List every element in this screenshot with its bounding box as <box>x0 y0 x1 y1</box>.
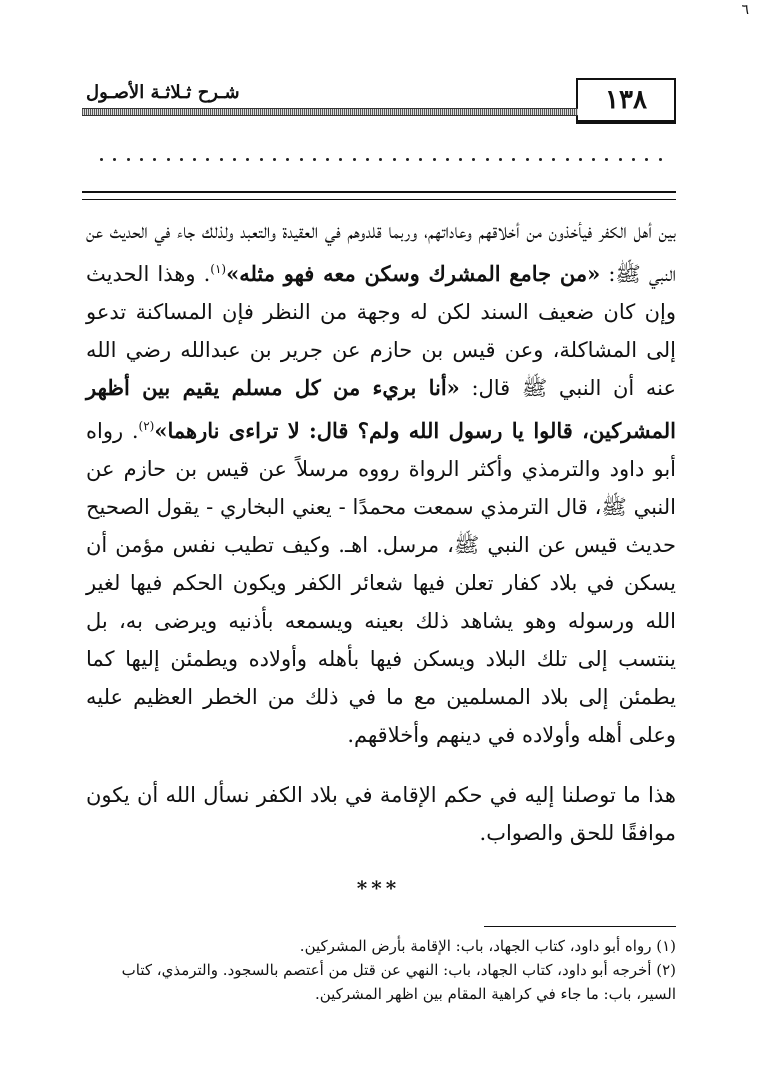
dot <box>313 158 316 161</box>
dot <box>233 158 236 161</box>
dot <box>300 158 303 161</box>
dot <box>273 158 276 161</box>
dot <box>446 158 449 161</box>
footnote-1: (١) رواه أبو داود، كتاب الجهاد، باب: الإقامة بأرض المشركين. <box>299 937 676 955</box>
paragraph-1 <box>86 212 676 754</box>
dot <box>632 158 635 161</box>
dot <box>246 158 249 161</box>
dot <box>206 158 209 161</box>
footnotes <box>86 934 676 1006</box>
main-text <box>86 212 676 852</box>
dot <box>393 158 396 161</box>
dot <box>406 158 409 161</box>
dot <box>100 158 103 161</box>
text-run: . رواه أبو داود والترمذي وأكثر الرواة رووه مرسلاً عن قيس بن حازم عن النبي ﷺ، قال الترمذي سمعت محمدًا - يعني البخاري - يقول الصحيح حديث قيس عن النبي ﷺ، مرسل. اهـ. وكيف تطيب نفس مؤمن أن يسكن في بلاد كفار تعلن فيها شعائر الكفر ويكون الحكم فيها لغير الله ورسوله وهو يشاهد ذلك بعينه ويسمعه بأذنيه ويرضى به، بل ينتسب إلى تلك البلاد ويسكن فيها بأهله وأولاده ويطمئن إليها كما يطمئن إلى بلاد المسلمين مع ما في ذلك من الخطر العظيم عليه وعلى أهله وأولاده في دينهم وأخلاقهم. <box>86 419 676 747</box>
dot <box>512 158 515 161</box>
text-run: بين أهل الكفر فيأخذون من أخلاقهم وعاداتهم، وربما قلدوهم في العقيدة والتعبد ولذلك جاء في الحديث عن النبي ﷺ: <box>86 219 676 286</box>
corner-mark: ٦ <box>741 2 749 18</box>
text-run: . وهذا الحديث وإن كان ضعيف السند لكن له وجهة من النظر فإن المساكنة تدعو إلى المشاكلة، وعن قيس بن حازم عن جرير بن عبدالله رضي الله عنه أن النبي ﷺ قال: <box>86 262 676 400</box>
dot <box>486 158 489 161</box>
dotted-separator <box>100 150 670 170</box>
dot <box>566 158 569 161</box>
dot <box>167 158 170 161</box>
footnote-rule <box>484 926 676 927</box>
dot <box>419 158 422 161</box>
dot <box>140 158 143 161</box>
dot <box>659 158 662 161</box>
dot <box>433 158 436 161</box>
dot <box>472 158 475 161</box>
dot <box>592 158 595 161</box>
footnote-2: (٢) أخرجه أبو داود، كتاب الجهاد، باب: النهي عن قتل من أعتصم بالسجود. والترمذي، كتاب السير، باب: ما جاء في كراهية المقام بين اظهر المشركين. <box>121 961 676 1003</box>
dot <box>180 158 183 161</box>
dot <box>339 158 342 161</box>
dot <box>286 158 289 161</box>
dot <box>353 158 356 161</box>
dot <box>193 158 196 161</box>
dot <box>552 158 555 161</box>
dot <box>220 158 223 161</box>
double-rule <box>82 191 676 200</box>
section-separator: *** <box>356 876 401 900</box>
dot <box>605 158 608 161</box>
dot <box>499 158 502 161</box>
hadith-quote-2: «أنا بريء من كل مسلم يقيم بين أظهر المشركين، قالوا يا رسول الله ولم؟ قال: لا تراءى نارهما» <box>86 375 676 443</box>
dot <box>459 158 462 161</box>
dot <box>366 158 369 161</box>
dot <box>113 158 116 161</box>
footnote-ref-1: (١) <box>210 262 227 276</box>
dot <box>260 158 263 161</box>
hadith-quote-1: «من جامع المشرك وسكن معه فهو مثله» <box>226 261 601 286</box>
dot <box>153 158 156 161</box>
dot <box>127 158 130 161</box>
dot <box>379 158 382 161</box>
dot <box>539 158 542 161</box>
running-title: شـرح ثـلاثـة الأصـول <box>86 82 240 103</box>
footnote-ref-2: (٢) <box>138 419 155 433</box>
dot <box>326 158 329 161</box>
paragraph-2: هذا ما توصلنا إليه في حكم الإقامة في بلاد الكفر نسأل الله أن يكون موافقًا للحق والصواب. <box>86 783 676 845</box>
page-number: ١٣٨ <box>576 78 676 124</box>
dot <box>526 158 529 161</box>
dot <box>619 158 622 161</box>
header-rule <box>82 108 578 116</box>
dot <box>579 158 582 161</box>
dot <box>645 158 648 161</box>
page-header <box>82 78 676 122</box>
